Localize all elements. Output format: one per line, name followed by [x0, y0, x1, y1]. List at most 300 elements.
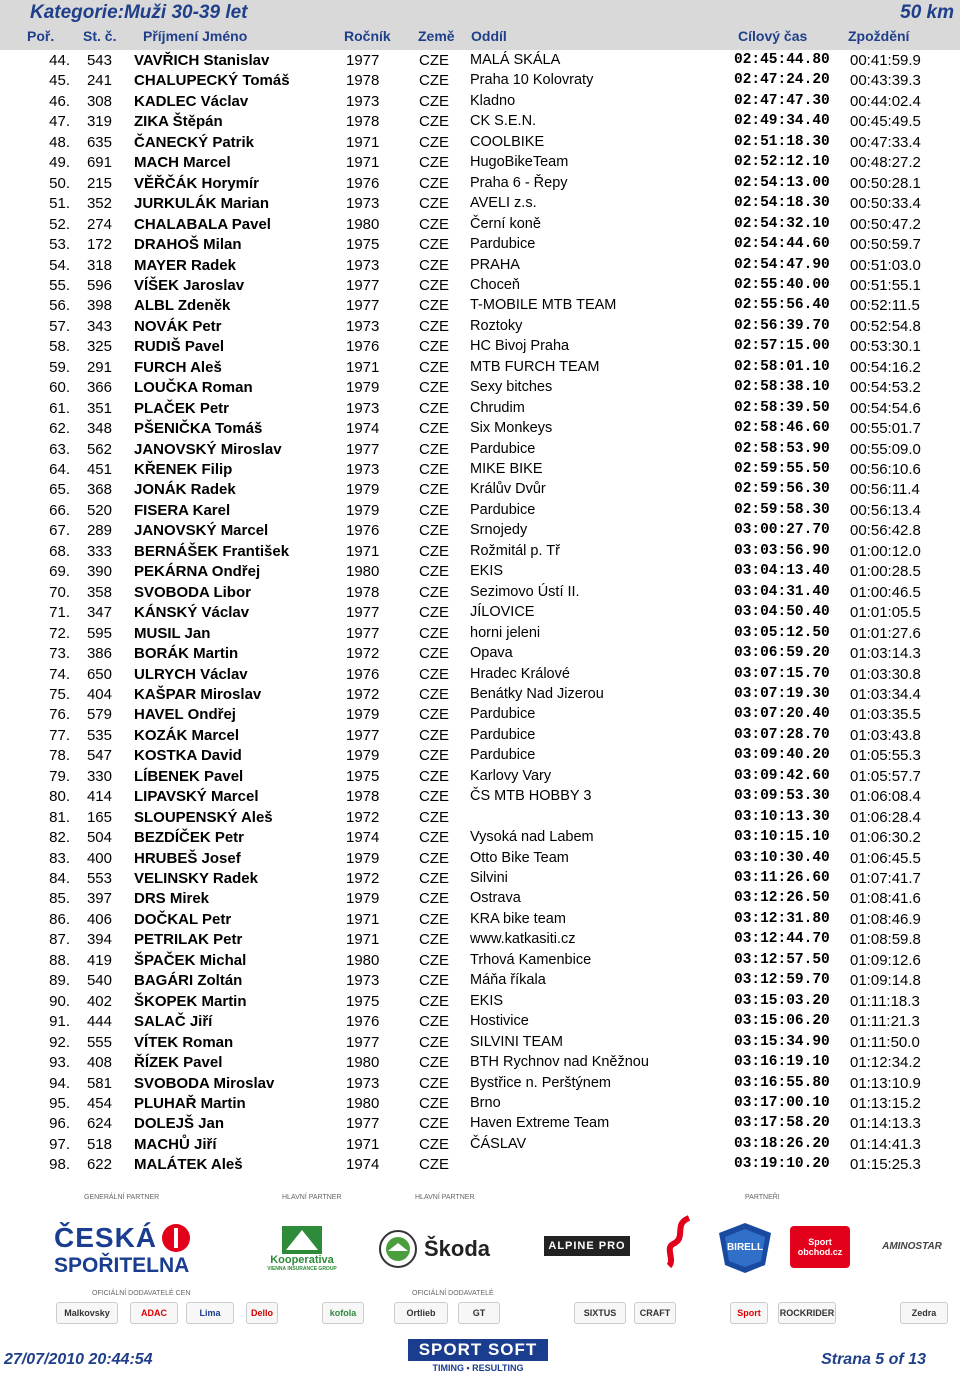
- cell-delay: 01:05:57.7: [850, 767, 921, 785]
- cell-position: 95.: [49, 1094, 70, 1112]
- cell-country: CZE: [419, 1033, 449, 1051]
- table-row: [0, 952, 960, 972]
- cell-position: 79.: [49, 767, 70, 785]
- cell-name: ŠKOPEK Martin: [134, 992, 247, 1010]
- cell-finish-time: 02:55:40.00: [734, 276, 830, 293]
- cell-finish-time: 03:05:12.50: [734, 624, 830, 641]
- cell-position: 55.: [49, 276, 70, 294]
- kooperativa-sub-text: VIENNA INSURANCE GROUP: [267, 1266, 337, 1272]
- cell-position: 87.: [49, 931, 70, 949]
- cell-name: KOSTKA David: [134, 747, 242, 765]
- main-partner-label-1: HLAVNÍ PARTNER: [282, 1194, 342, 1201]
- cell-delay: 00:50:33.4: [850, 195, 921, 213]
- cell-year: 1977: [346, 297, 380, 315]
- cell-club: Vysoká nad Labem: [470, 829, 594, 846]
- cell-name: KÁNSKÝ Václav: [134, 604, 250, 622]
- cell-name: ŠPAČEK Michal: [134, 951, 247, 969]
- cell-start-number: 408: [86, 1054, 112, 1072]
- cell-position: 77.: [49, 726, 70, 744]
- cell-position: 92.: [49, 1033, 70, 1051]
- cell-club: Chrudim: [470, 399, 525, 416]
- cell-delay: 00:51:03.0: [850, 256, 921, 274]
- cell-year: 1977: [346, 604, 380, 622]
- cell-country: CZE: [419, 52, 449, 69]
- cell-club: CK S.E.N.: [470, 113, 537, 130]
- cell-finish-time: 03:16:19.10: [734, 1054, 830, 1071]
- cell-country: CZE: [419, 297, 449, 315]
- cell-name: PŠENIČKA Tomáš: [134, 420, 263, 438]
- cell-year: 1971: [346, 1135, 380, 1153]
- cell-delay: 01:08:59.8: [850, 931, 921, 949]
- table-row: [0, 379, 960, 399]
- cell-name: MAYER Radek: [134, 256, 236, 274]
- skoda-icon: [378, 1229, 418, 1269]
- cell-year: 1973: [346, 1074, 380, 1092]
- cell-country: CZE: [419, 399, 449, 417]
- table-row: [0, 645, 960, 665]
- table-row: [0, 236, 960, 256]
- cell-name: SLOUPENSKÝ Aleš: [134, 808, 273, 826]
- sponsor-zedra-logo: Zedra: [900, 1302, 948, 1324]
- cell-club: MALÁ SKÁLA: [470, 52, 561, 68]
- main-partner-label-2: HLAVNÍ PARTNER: [415, 1194, 475, 1201]
- cell-finish-time: 03:10:15.10: [734, 829, 830, 846]
- cell-club: Choceň: [470, 276, 520, 293]
- cell-year: 1980: [346, 563, 380, 581]
- cell-delay: 01:11:21.3: [850, 1013, 920, 1031]
- cell-position: 53.: [49, 236, 70, 254]
- cell-delay: 01:01:27.6: [850, 624, 921, 642]
- cell-year: 1975: [346, 236, 380, 254]
- cell-position: 82.: [49, 829, 70, 847]
- cell-start-number: 319: [86, 113, 112, 131]
- cell-finish-time: 02:59:55.50: [734, 461, 830, 477]
- table-row: [0, 481, 960, 501]
- cell-start-number: 308: [86, 92, 112, 110]
- cell-position: 48.: [49, 133, 70, 151]
- cell-delay: 01:08:41.6: [850, 890, 921, 908]
- cell-finish-time: 02:54:18.30: [734, 195, 830, 212]
- cell-country: CZE: [419, 236, 449, 254]
- cell-country: CZE: [419, 440, 449, 458]
- cell-name: HRUBEŠ Josef: [134, 849, 241, 867]
- cell-name: SALAČ Jiří: [134, 1013, 213, 1031]
- sponsor-sport-logo: Sport: [730, 1302, 768, 1324]
- cell-finish-time: 02:59:56.30: [734, 481, 830, 498]
- cell-start-number: 419: [86, 951, 112, 969]
- table-row: [0, 1054, 960, 1074]
- table-row: [0, 584, 960, 604]
- cell-club: Černí koně: [470, 215, 541, 232]
- cell-year: 1971: [346, 133, 380, 151]
- table-row: [0, 686, 960, 706]
- cell-club: MTB FURCH TEAM: [470, 358, 600, 375]
- table-row: [0, 113, 960, 133]
- cell-country: CZE: [419, 317, 449, 335]
- cell-country: CZE: [419, 726, 449, 744]
- cell-position: 63.: [49, 440, 70, 458]
- cell-year: 1980: [346, 215, 380, 233]
- cell-finish-time: 03:19:10.20: [734, 1156, 830, 1173]
- cell-name: MACH Marcel: [134, 154, 231, 172]
- cell-club: Pardubice: [470, 440, 536, 457]
- cell-start-number: 579: [86, 706, 112, 724]
- cell-delay: 01:09:12.6: [850, 951, 921, 969]
- cell-finish-time: 03:15:34.90: [734, 1033, 830, 1050]
- cell-year: 1973: [346, 317, 380, 335]
- cell-finish-time: 03:10:13.30: [734, 808, 830, 825]
- cell-start-number: 172: [86, 236, 112, 254]
- table-row: [0, 420, 960, 440]
- cell-position: 46.: [49, 92, 70, 110]
- cell-club: Karlovy Vary: [470, 767, 552, 784]
- cell-position: 56.: [49, 297, 70, 315]
- cell-name: KOZÁK Marcel: [134, 726, 240, 744]
- cell-finish-time: 03:07:19.30: [734, 685, 830, 702]
- cell-name: DRAHOŠ Milan: [134, 236, 242, 254]
- table-row: [0, 461, 960, 481]
- cell-position: 58.: [49, 338, 70, 356]
- cell-club: Hradec Králové: [470, 665, 570, 682]
- table-row: [0, 52, 960, 72]
- cell-year: 1976: [346, 522, 380, 540]
- cell-delay: 01:11:18.3: [850, 992, 920, 1010]
- cell-delay: 01:03:35.5: [850, 706, 921, 724]
- cell-country: CZE: [419, 542, 449, 560]
- cell-position: 69.: [49, 563, 70, 581]
- cell-club: Praha 10 Kolovraty: [470, 72, 594, 89]
- cell-year: 1972: [346, 808, 380, 826]
- cell-delay: 00:53:30.1: [850, 338, 921, 356]
- cell-delay: 01:03:14.3: [850, 645, 921, 663]
- cell-finish-time: 02:47:47.30: [734, 92, 830, 109]
- cell-start-number: 518: [86, 1135, 112, 1153]
- category-title: Kategorie:Muži 30-39 let: [30, 2, 248, 23]
- cell-delay: 00:50:47.2: [850, 215, 921, 233]
- cell-name: CHALUPECKÝ Tomáš: [134, 72, 290, 90]
- col-year: Ročník: [344, 28, 391, 44]
- table-row: [0, 543, 960, 563]
- cell-name: LÍBENEK Pavel: [134, 767, 244, 785]
- cell-country: CZE: [419, 379, 449, 397]
- cell-country: CZE: [419, 113, 449, 131]
- cell-delay: 00:55:01.7: [850, 420, 921, 438]
- cell-year: 1979: [346, 747, 380, 765]
- cell-start-number: 394: [86, 931, 112, 949]
- cell-position: 96.: [49, 1115, 70, 1133]
- cell-delay: 01:05:55.3: [850, 747, 921, 765]
- cell-year: 1977: [346, 726, 380, 744]
- results-header: [0, 0, 960, 50]
- cell-name: KAŠPAR Miroslav: [134, 685, 262, 703]
- cell-club: ČÁSLAV: [470, 1135, 527, 1152]
- cell-country: CZE: [419, 747, 449, 765]
- col-position: Poř.: [27, 28, 55, 44]
- table-row: [0, 747, 960, 767]
- cell-club: HC Bivoj Praha: [470, 338, 570, 355]
- cell-country: CZE: [419, 706, 449, 724]
- cell-position: 64.: [49, 461, 70, 478]
- cell-country: CZE: [419, 829, 449, 847]
- cell-position: 44.: [49, 52, 70, 69]
- cell-delay: 01:00:28.5: [850, 563, 921, 581]
- cell-delay: 01:08:46.9: [850, 910, 921, 928]
- cell-position: 72.: [49, 624, 70, 642]
- cell-start-number: 358: [86, 583, 112, 601]
- cell-name: FURCH Aleš: [134, 358, 222, 376]
- cell-year: 1973: [346, 256, 380, 274]
- cell-delay: 01:00:12.0: [850, 542, 921, 560]
- cell-club: BTH Rychnov nad Kněžnou: [470, 1054, 649, 1071]
- cell-country: CZE: [419, 910, 449, 928]
- cell-finish-time: 03:04:13.40: [734, 563, 830, 580]
- table-row: [0, 727, 960, 747]
- cell-delay: 00:50:28.1: [850, 174, 921, 192]
- sponsor-ortlieb-logo: Ortlieb: [394, 1302, 448, 1324]
- cell-club: MIKE BIKE: [470, 461, 543, 477]
- sportsoft-title: SPORT SOFT: [408, 1339, 548, 1361]
- table-row: [0, 768, 960, 788]
- cell-position: 94.: [49, 1074, 70, 1092]
- cell-finish-time: 02:58:46.60: [734, 420, 830, 437]
- cell-name: MALÁTEK Aleš: [134, 1156, 243, 1174]
- cell-start-number: 547: [86, 747, 112, 765]
- cell-country: CZE: [419, 645, 449, 663]
- cell-start-number: 318: [86, 256, 112, 274]
- cell-finish-time: 03:12:44.70: [734, 931, 830, 948]
- sponsor-adac-logo: ADAC: [130, 1302, 178, 1324]
- cell-delay: 00:52:11.5: [850, 297, 920, 315]
- cell-start-number: 540: [86, 972, 112, 990]
- kooperativa-text: Kooperativa: [270, 1254, 334, 1266]
- cell-name: PLUHAŘ Martin: [134, 1094, 246, 1112]
- cell-finish-time: 03:07:20.40: [734, 706, 830, 723]
- cell-country: CZE: [419, 461, 449, 478]
- cell-position: 47.: [49, 113, 70, 131]
- cell-year: 1978: [346, 583, 380, 601]
- cell-club: Kladno: [470, 92, 516, 109]
- cell-club: Sezimovo Ústí II.: [470, 583, 580, 600]
- cell-country: CZE: [419, 624, 449, 642]
- cell-delay: 00:56:11.4: [850, 481, 920, 499]
- cell-delay: 00:56:13.4: [850, 501, 921, 519]
- sponsor-gt-logo: GT: [458, 1302, 500, 1324]
- table-row: [0, 563, 960, 583]
- cell-country: CZE: [419, 1054, 449, 1072]
- cell-finish-time: 03:04:50.40: [734, 604, 830, 621]
- cell-finish-time: 03:16:55.80: [734, 1074, 830, 1091]
- cell-start-number: 451: [86, 461, 112, 478]
- cell-name: VĚŘČÁK Horymír: [134, 174, 260, 192]
- table-row: [0, 1136, 960, 1156]
- cell-name: JANOVSKÝ Miroslav: [134, 440, 282, 458]
- cell-start-number: 444: [86, 1013, 112, 1031]
- cell-club: Haven Extreme Team: [470, 1115, 610, 1132]
- cell-year: 1974: [346, 829, 380, 847]
- cell-year: 1973: [346, 461, 380, 478]
- cell-name: BEZDÍČEK Petr: [134, 829, 245, 847]
- cell-country: CZE: [419, 849, 449, 867]
- table-row: [0, 277, 960, 297]
- cell-year: 1975: [346, 992, 380, 1010]
- cell-start-number: 386: [86, 645, 112, 663]
- cell-finish-time: 02:58:38.10: [734, 379, 830, 396]
- cell-year: 1973: [346, 195, 380, 213]
- cell-name: HAVEL Ondřej: [134, 706, 236, 724]
- cell-position: 62.: [49, 420, 70, 438]
- cell-club: HugoBikeTeam: [470, 154, 569, 171]
- cell-name: SVOBODA Libor: [134, 583, 251, 601]
- sponsor-dello-logo: Dello: [246, 1302, 278, 1324]
- cell-delay: 01:15:25.3: [850, 1156, 921, 1174]
- sportsoft-tagline: TIMING • RESULTING: [432, 1363, 524, 1373]
- cell-finish-time: 02:51:18.30: [734, 133, 830, 150]
- cell-delay: 00:50:59.7: [850, 236, 921, 254]
- cell-year: 1976: [346, 665, 380, 683]
- cell-start-number: 622: [86, 1156, 112, 1174]
- cell-name: SVOBODA Miroslav: [134, 1074, 275, 1092]
- table-row: [0, 195, 960, 215]
- cell-finish-time: 03:12:26.50: [734, 890, 830, 907]
- cell-club: Opava: [470, 645, 513, 662]
- cell-position: 60.: [49, 379, 70, 397]
- cell-club: www.katkasiti.cz: [470, 931, 576, 948]
- cell-position: 78.: [49, 747, 70, 765]
- cell-name: PETRILAK Petr: [134, 931, 243, 949]
- cell-delay: 00:52:54.8: [850, 317, 921, 335]
- cell-country: CZE: [419, 972, 449, 990]
- cell-delay: 01:00:46.5: [850, 583, 921, 601]
- table-row: [0, 257, 960, 277]
- cell-delay: 00:48:27.2: [850, 154, 921, 172]
- cell-country: CZE: [419, 767, 449, 785]
- table-row: [0, 931, 960, 951]
- cell-position: 90.: [49, 992, 70, 1010]
- cell-country: CZE: [419, 215, 449, 233]
- table-row: [0, 911, 960, 931]
- cell-name: VÍŠEK Jaroslav: [134, 276, 245, 294]
- cell-finish-time: 02:58:39.50: [734, 399, 830, 416]
- cell-club: Máňa říkala: [470, 972, 546, 989]
- cell-country: CZE: [419, 522, 449, 540]
- cell-finish-time: 02:55:56.40: [734, 297, 830, 314]
- cell-position: 85.: [49, 890, 70, 908]
- cell-start-number: 368: [86, 481, 112, 499]
- cell-year: 1980: [346, 1054, 380, 1072]
- sponsor-malkovsky-logo: Malkovsky: [56, 1302, 118, 1324]
- cell-delay: 01:03:34.4: [850, 685, 921, 703]
- cell-name: VÍTEK Roman: [134, 1033, 234, 1051]
- cell-year: 1978: [346, 788, 380, 806]
- cell-start-number: 595: [86, 624, 112, 642]
- cell-club: Brno: [470, 1094, 501, 1111]
- cell-name: MUSIL Jan: [134, 624, 211, 642]
- cell-name: NOVÁK Petr: [134, 317, 222, 335]
- cell-year: 1975: [346, 767, 380, 785]
- cell-year: 1977: [346, 1033, 380, 1051]
- cell-delay: 00:56:10.6: [850, 461, 921, 478]
- cell-start-number: 406: [86, 910, 112, 928]
- cell-year: 1971: [346, 910, 380, 928]
- cell-country: CZE: [419, 420, 449, 438]
- cell-start-number: 691: [86, 154, 112, 172]
- cell-start-number: 352: [86, 195, 112, 213]
- cell-finish-time: 03:11:26.60: [734, 870, 830, 886]
- cell-club: Ostrava: [470, 890, 521, 907]
- col-country: Země: [418, 28, 455, 44]
- table-row: [0, 441, 960, 461]
- cell-name: ALBL Zdeněk: [134, 297, 231, 315]
- cell-name: DRS Mirek: [134, 890, 210, 908]
- table-row: [0, 1115, 960, 1135]
- cell-start-number: 397: [86, 890, 112, 908]
- table-row: [0, 338, 960, 358]
- cell-year: 1977: [346, 52, 380, 69]
- cell-start-number: 333: [86, 542, 112, 560]
- cell-position: 83.: [49, 849, 70, 867]
- cell-year: 1971: [346, 931, 380, 949]
- skoda-logo: [374, 1226, 494, 1272]
- cell-country: CZE: [419, 870, 449, 887]
- cell-delay: 00:51:55.1: [850, 276, 921, 294]
- cell-year: 1979: [346, 379, 380, 397]
- cell-name: LOUČKA Roman: [134, 379, 253, 397]
- cell-finish-time: 02:57:15.00: [734, 338, 830, 355]
- table-row: [0, 216, 960, 236]
- cell-finish-time: 03:09:42.60: [734, 767, 830, 784]
- cell-country: CZE: [419, 358, 449, 376]
- cell-country: CZE: [419, 481, 449, 499]
- sporitelna-text: SPOŘITELNA: [54, 1254, 190, 1277]
- cell-finish-time: 03:03:56.90: [734, 542, 830, 559]
- cell-delay: 01:06:08.4: [850, 788, 921, 806]
- cell-position: 67.: [49, 522, 70, 540]
- cell-delay: 00:54:53.2: [850, 379, 921, 397]
- cell-finish-time: 03:09:53.30: [734, 788, 830, 805]
- cell-start-number: 535: [86, 726, 112, 744]
- cell-delay: 00:45:49.5: [850, 113, 921, 131]
- cell-club: Pardubice: [470, 501, 536, 518]
- cell-delay: 01:14:13.3: [850, 1115, 921, 1133]
- table-row: [0, 502, 960, 522]
- table-row: [0, 870, 960, 890]
- sponsor-kofola-logo: kofola: [322, 1302, 364, 1324]
- cell-finish-time: 03:17:00.10: [734, 1094, 830, 1111]
- ceska-sporitelna-logo: [54, 1220, 194, 1280]
- cell-position: 74.: [49, 665, 70, 683]
- general-partner-label: GENERÁLNÍ PARTNER: [84, 1194, 160, 1201]
- cell-club: Srnojedy: [470, 522, 528, 539]
- table-row: [0, 134, 960, 154]
- table-row: [0, 318, 960, 338]
- cell-position: 65.: [49, 481, 70, 499]
- cell-name: PLAČEK Petr: [134, 399, 230, 417]
- cell-position: 71.: [49, 604, 70, 622]
- table-row: [0, 604, 960, 624]
- cell-year: 1979: [346, 481, 380, 499]
- cell-start-number: 650: [86, 665, 112, 683]
- cell-name: ZIKA Štěpán: [134, 113, 223, 131]
- cell-start-number: 553: [86, 870, 112, 887]
- cell-name: BORÁK Martin: [134, 645, 239, 663]
- cell-club: Benátky Nad Jizerou: [470, 685, 604, 702]
- cell-position: 88.: [49, 951, 70, 969]
- specialized-s-icon: [663, 1214, 697, 1270]
- cell-club: Pardubice: [470, 726, 536, 743]
- cell-start-number: 398: [86, 297, 112, 315]
- cell-finish-time: 03:12:31.80: [734, 910, 830, 927]
- sponsor-sixtus-logo: SIXTUS: [574, 1302, 626, 1324]
